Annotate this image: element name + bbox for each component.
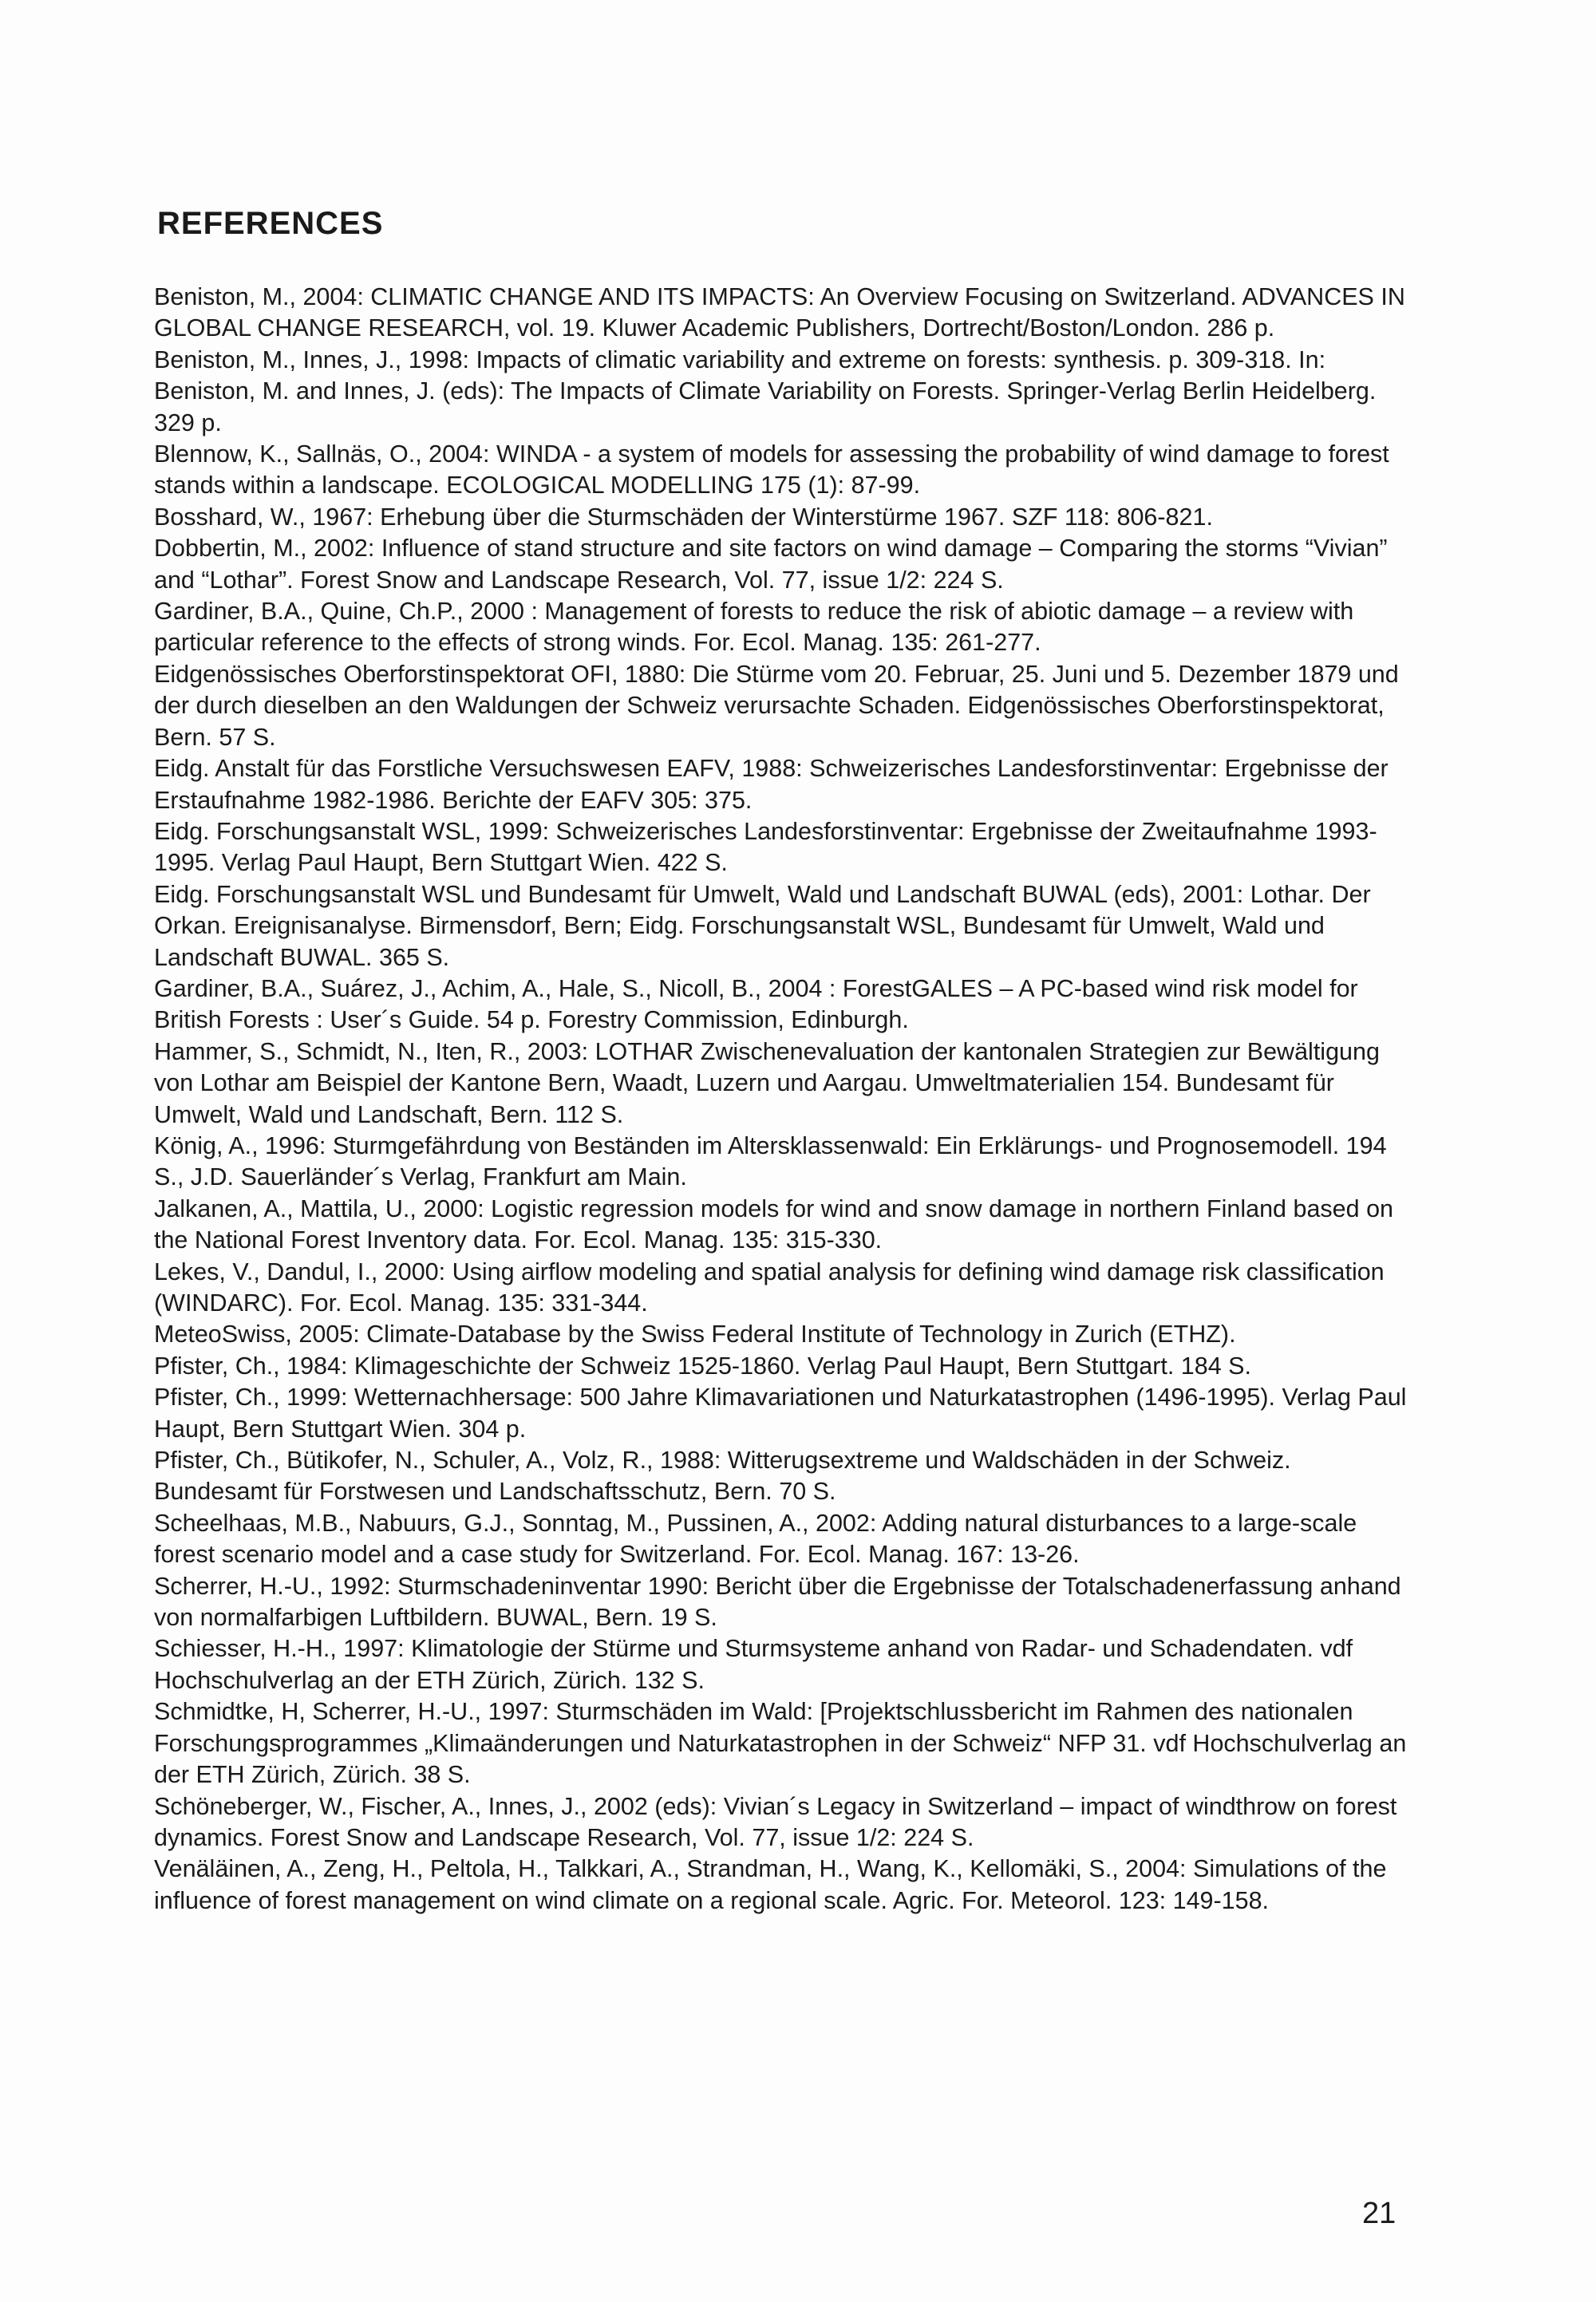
reference-entry: Eidg. Forschungsanstalt WSL und Bundesamt für Umwelt, Wald und Landschaft BUWAL (eds), 2001: Lothar. Der Orkan. Ereignisanalyse. Birmensdorf, Bern; Eidg. Forschungsanstalt WSL, Bundesamt für Umwelt, Wald und Landschaft BUWAL. 365 S.	[154, 880, 1371, 971]
reference-entry: Pfister, Ch., 1999: Wetternachhersage: 500 Jahre Klimavariationen und Naturkatastrophen (1496-1995). Verlag Paul Haupt, Bern Stuttgart Wien. 304 p.	[154, 1384, 1407, 1443]
reference-entry: Pfister, Ch., 1984: Klimageschichte der Schweiz 1525-1860. Verlag Paul Haupt, Bern Stuttgart. 184 S.	[154, 1352, 1251, 1380]
reference-entry: König, A., 1996: Sturmgefährdung von Beständen im Altersklassenwald: Ein Erklärungs- und Prognosemodell. 194 S., J.D. Sauerländer´s Verlag, Frankfurt am Main.	[154, 1131, 1387, 1191]
reference-entry: Jalkanen, A., Mattila, U., 2000: Logistic regression models for wind and snow damage in northern Finland based on the National Forest Inventory data. For. Ecol. Manag. 135: 315-330.	[154, 1194, 1393, 1254]
reference-entry: Dobbertin, M., 2002: Influence of stand structure and site factors on wind damage – Comparing the storms “Vivian” and “Lothar”. Forest Snow and Landscape Research, Vol. 77, issue 1/2: 224 S.	[154, 535, 1388, 594]
reference-entry: Lekes, V., Dandul, I., 2000: Using airflow modeling and spatial analysis for defining wind damage risk classification (WINDARC). For. Ecol. Manag. 135: 331-344.	[154, 1258, 1385, 1317]
reference-list	[154, 282, 1415, 1917]
reference-entry: Pfister, Ch., Bütikofer, N., Schuler, A., Volz, R., 1988: Witterugsextreme und Waldschäden in der Schweiz. Bundesamt für Forstwesen und Landschaftsschutz, Bern. 70 S.	[154, 1447, 1291, 1506]
reference-entry: Schöneberger, W., Fischer, A., Innes, J., 2002 (eds): Vivian´s Legacy in Switzerland – impact of windthrow on forest dynamics. Forest Snow and Landscape Research, Vol. 77, issue 1/2: 224 S.	[154, 1792, 1397, 1851]
reference-entry: Eidgenössisches Oberforstinspektorat OFI, 1880: Die Stürme vom 20. Februar, 25. Juni und 5. Dezember 1879 und der durch dieselben an den Waldungen der Schweiz verursachte Schaden. Eidgenössisches Oberforstinspektorat, Bern. 57 S.	[154, 660, 1399, 751]
page-heading: REFERENCES	[157, 206, 384, 241]
reference-entry: MeteoSwiss, 2005: Climate-Database by the Swiss Federal Institute of Technology in Zurich (ETHZ).	[154, 1321, 1236, 1348]
reference-entry: Scherrer, H.-U., 1992: Sturmschadeninventar 1990: Bericht über die Ergebnisse der Totalschadenerfassung anhand von normalfarbigen Luftbildern. BUWAL, Bern. 19 S.	[154, 1572, 1401, 1632]
reference-entry: Schiesser, H.-H., 1997: Klimatologie der Stürme und Sturmsysteme anhand von Radar- und Schadendaten. vdf Hochschulverlag an der ETH Zürich, Zürich. 132 S.	[154, 1635, 1353, 1694]
reference-entry: Eidg. Forschungsanstalt WSL, 1999: Schweizerisches Landesforstinventar: Ergebnisse der Zweitaufnahme 1993-1995. Verlag Paul Haupt, Bern Stuttgart Wien. 422 S.	[154, 817, 1377, 877]
reference-entry: Schmidtke, H, Scherrer, H.-U., 1997: Sturmschäden im Wald: [Projektschlussbericht im Rahmen des nationalen Forschungsprogrammes „Klimaänderungen und Naturkatastrophen in der Schweiz“ NFP 31. vdf Hochschulverlag an der ETH Zürich, Zürich. 38 S.	[154, 1698, 1407, 1789]
reference-entry: Blennow, K., Sallnäs, O., 2004: WINDA - a system of models for assessing the probability of wind damage to forest stands within a landscape. ECOLOGICAL MODELLING 175 (1): 87-99.	[154, 440, 1389, 499]
reference-entry: Bosshard, W., 1967: Erhebung über die Sturmschäden der Winterstürme 1967. SZF 118: 806-821.	[154, 503, 1213, 531]
reference-entry: Venäläinen, A., Zeng, H., Peltola, H., Talkkari, A., Strandman, H., Wang, K., Kellomäki, S., 2004: Simulations of the influence of forest management on wind climate on a regional scale. Agric. For. Meteorol. 123: 149-158.	[154, 1855, 1387, 1914]
reference-entry: Gardiner, B.A., Suárez, J., Achim, A., Hale, S., Nicoll, B., 2004 : ForestGALES – A PC-based wind risk model for British Forests : User´s Guide. 54 p. Forestry Commission, Edinburgh.	[154, 974, 1358, 1034]
reference-entry: Eidg. Anstalt für das Forstliche Versuchswesen EAFV, 1988: Schweizerisches Landesforstinventar: Ergebnisse der Erstaufnahme 1982-1986. Berichte der EAFV 305: 375.	[154, 755, 1389, 814]
reference-entry: Scheelhaas, M.B., Nabuurs, G.J., Sonntag, M., Pussinen, A., 2002: Adding natural disturbances to a large-scale forest scenario model and a case study for Switzerland. For. Ecol. Manag. 167: 13-26.	[154, 1509, 1357, 1569]
reference-entry: Gardiner, B.A., Quine, Ch.P., 2000 : Management of forests to reduce the risk of abiotic damage – a review with particular reference to the effects of strong winds. For. Ecol. Manag. 135: 261-277.	[154, 598, 1354, 657]
reference-entry: Beniston, M., 2004: CLIMATIC CHANGE AND ITS IMPACTS: An Overview Focusing on Switzerland. ADVANCES IN GLOBAL CHANGE RESEARCH, vol. 19. Kluwer Academic Publishers, Dortrecht/Boston/London. 286 p.	[154, 283, 1405, 342]
reference-entry: Beniston, M., Innes, J., 1998: Impacts of climatic variability and extreme on forests: synthesis. p. 309-318. In: Beniston, M. and Innes, J. (eds): The Impacts of Climate Variability on Forests. Springer-Verlag Berlin Heidelberg. 329 p.	[154, 345, 1377, 436]
reference-entry: Hammer, S., Schmidt, N., Iten, R., 2003: LOTHAR Zwischenevaluation der kantonalen Strategien zur Bewältigung von Lothar am Beispiel der Kantone Bern, Waadt, Luzern und Aargau. Umweltmaterialien 154. Bundesamt für Umwelt, Wald und Landschaft, Bern. 112 S.	[154, 1037, 1380, 1128]
page-number: 21	[1362, 2197, 1396, 2230]
